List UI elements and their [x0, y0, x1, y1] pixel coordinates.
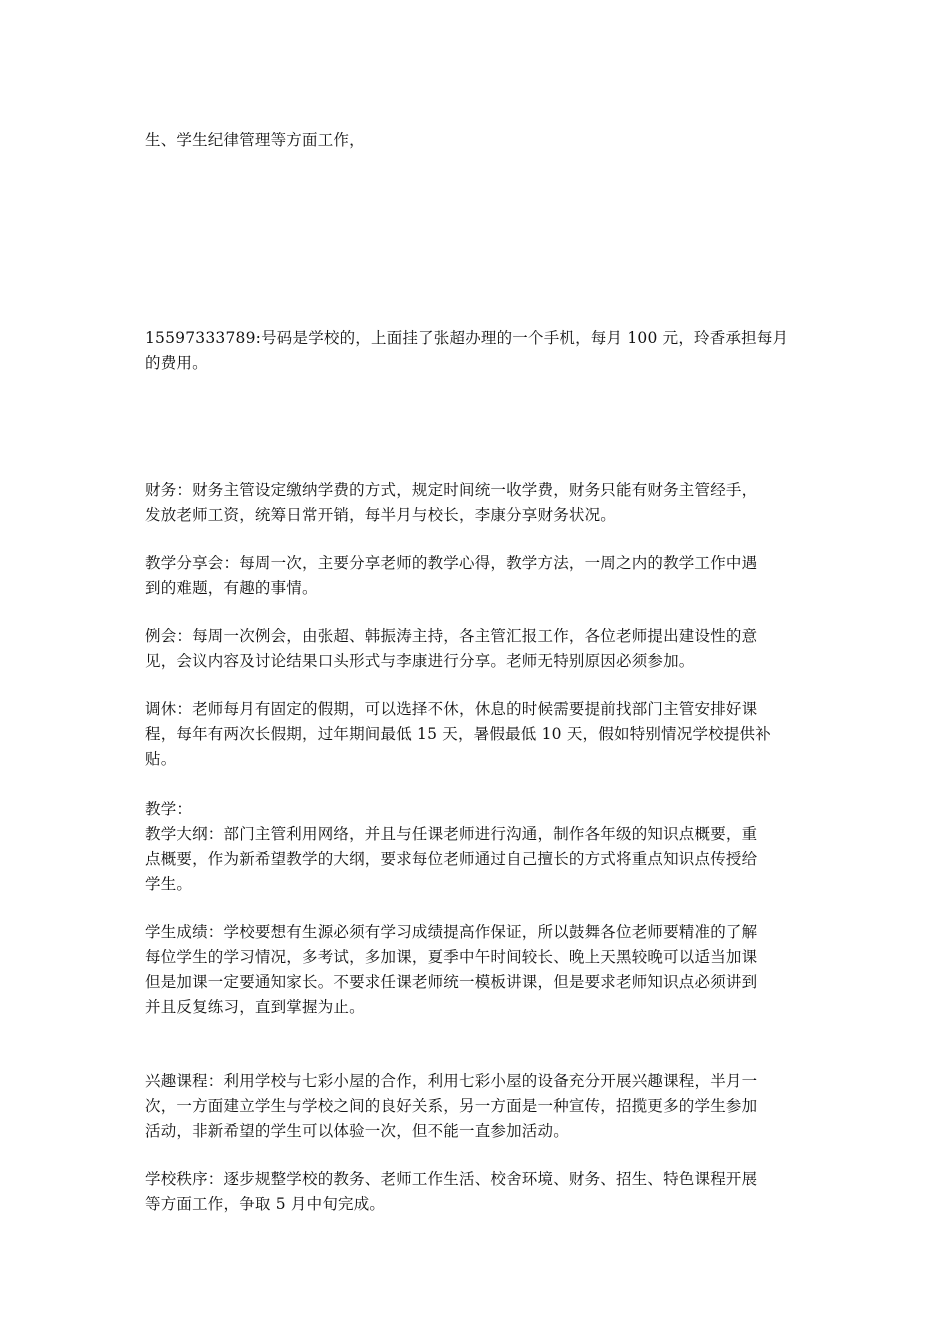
paragraph-finance [145, 478, 810, 528]
paragraph-interest-courses [145, 1069, 810, 1144]
text-line: 见，会议内容及讨论结果口头形式与李康进行分享。老师无特别原因必须参加。 [145, 652, 695, 670]
text-line: 点概要，作为新希望教学的大纲，要求每位老师通过自己擅长的方式将重点知识点传授给 [145, 850, 758, 868]
text-line: 调休：老师每月有固定的假期，可以选择不休，休息的时候需要提前找部门主管安排好课 [145, 700, 758, 718]
text-line: 发放老师工资，统筹日常开销，每半月与校长，李康分享财务状况。 [145, 506, 617, 524]
text-line: 程，每年有两次长假期，过年期间最低 15 天，暑假最低 10 天，假如特别情况学校提供补 [145, 725, 771, 743]
text-line: 教学分享会：每周一次，主要分享老师的教学心得，教学方法，一周之内的教学工作中遇 [145, 554, 758, 572]
paragraph-teaching-outline [145, 797, 810, 897]
paragraph-phone-number [145, 326, 810, 376]
paragraph-teaching-sharing [145, 551, 810, 601]
text-line: 生、学生纪律管理等方面工作， [145, 131, 365, 149]
paragraph-enrollment-tail [145, 128, 810, 153]
text-line: 贴。 [145, 750, 177, 768]
text-line: 次，一方面建立学生与学校之间的良好关系，另一方面是一种宣传，招揽更多的学生参加 [145, 1097, 758, 1115]
text-line: 活动，非新希望的学生可以体验一次，但不能一直参加活动。 [145, 1122, 569, 1140]
text-line: 例会：每周一次例会，由张超、韩振涛主持，各主管汇报工作，各位老师提出建设性的意 [145, 627, 758, 645]
text-line: 并且反复练习，直到掌握为止。 [145, 998, 365, 1016]
text-line: 的费用。 [145, 354, 208, 372]
text-line: 等方面工作，争取 5 月中旬完成。 [145, 1195, 386, 1213]
text-line: 每位学生的学习情况，多考试，多加课，夏季中午时间较长、晚上天黑较晚可以适当加课 [145, 948, 758, 966]
text-line: 学生成绩：学校要想有生源必须有学习成绩提高作保证，所以鼓舞各位老师要精准的了解 [145, 923, 758, 941]
paragraph-leave [145, 697, 810, 772]
text-line: 兴趣课程：利用学校与七彩小屋的合作，利用七彩小屋的设备充分开展兴趣课程，半月一 [145, 1072, 758, 1090]
paragraph-weekly-meeting [145, 624, 810, 674]
text-line: 学生。 [145, 875, 193, 893]
text-line: 15597333789:号码是学校的，上面挂了张超办理的一个手机，每月 100 元，玲香承担每月 [145, 329, 789, 347]
text-line: 教学大纲：部门主管利用网络，并且与任课老师进行沟通，制作各年级的知识点概要，重 [145, 825, 758, 843]
text-line: 学校秩序：逐步规整学校的教务、老师工作生活、校舍环境、财务、招生、特色课程开展 [145, 1170, 758, 1188]
paragraph-school-order [145, 1167, 810, 1217]
paragraph-student-grades [145, 920, 810, 1020]
text-line: 教学： [145, 800, 193, 818]
text-line: 到的难题，有趣的事情。 [145, 579, 318, 597]
text-line: 但是加课一定要通知家长。不要求任课老师统一模板讲课，但是要求老师知识点必须讲到 [145, 973, 758, 991]
text-line: 财务：财务主管设定缴纳学费的方式，规定时间统一收学费，财务只能有财务主管经手， [145, 481, 758, 499]
